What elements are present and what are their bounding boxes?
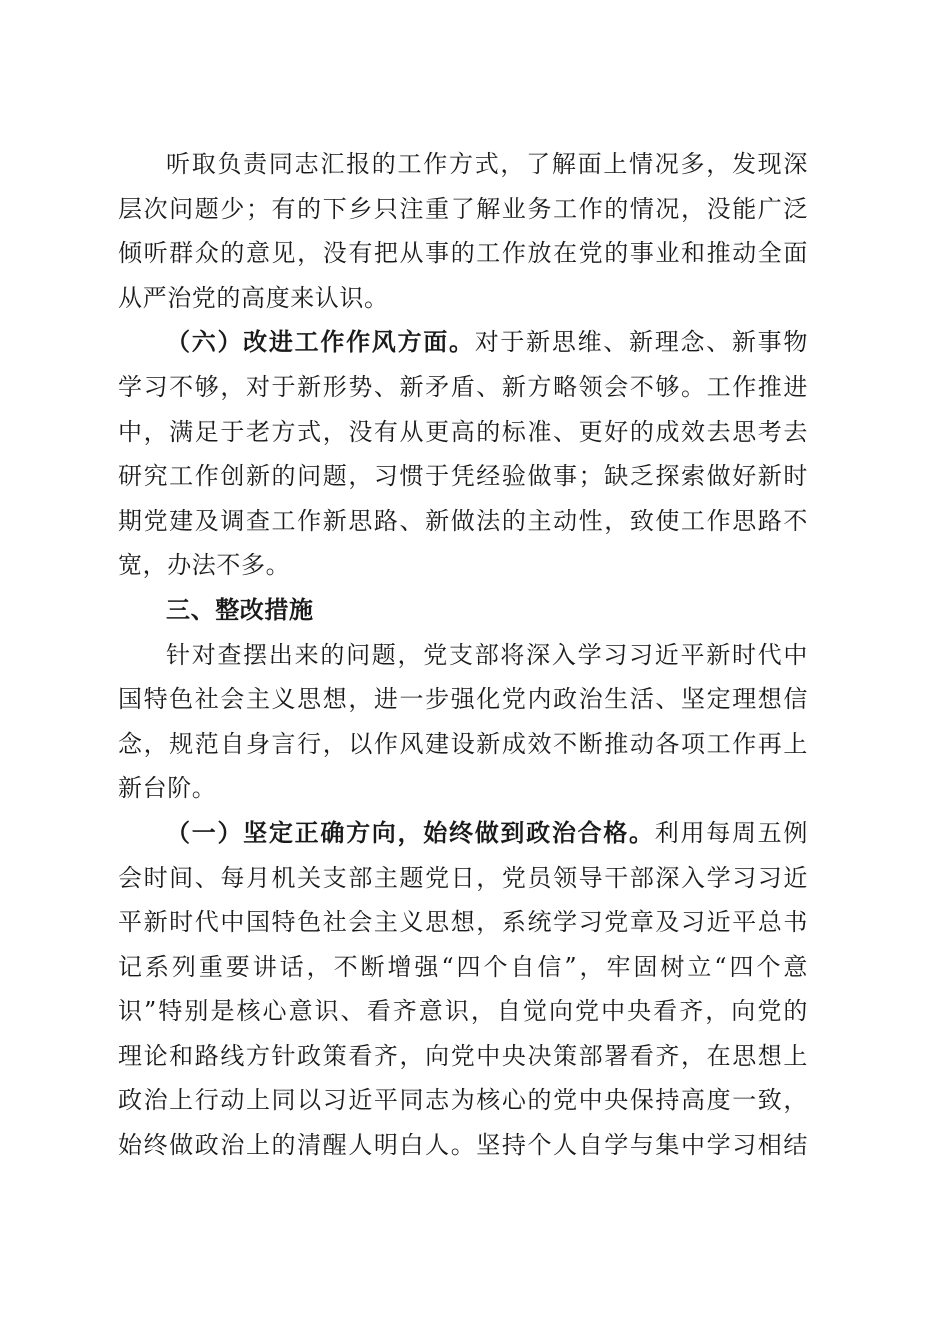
paragraph-political-direction xyxy=(118,811,808,1168)
text-line: 理论和路线方针政策看齐，向党中央决策部署看齐，在思想上 xyxy=(118,1041,808,1070)
text-line: 政治上行动上同以习近平同志为核心的党中央保持高度一致， xyxy=(118,1086,808,1115)
paragraph-work-method xyxy=(118,142,808,320)
section-lead-one: （一）坚定正确方向，始终做到政治合格。 xyxy=(166,817,655,847)
text-line: 中，满足于老方式，没有从更高的标准、更好的成效去思考去 xyxy=(118,417,808,446)
text-line: 宽，办法不多。 xyxy=(118,551,291,580)
text-line: 国特色社会主义思想，进一步强化党内政治生活、坚定理想信 xyxy=(118,685,808,714)
text-line: 从严治党的高度来认识。 xyxy=(118,283,389,312)
text-line xyxy=(118,320,808,365)
text-line: 始终做政治上的清醒人明白人。坚持个人自学与集中学习相结 xyxy=(118,1131,808,1160)
text-line: 学习不够，对于新形势、新矛盾、新方略领会不够。工作推进 xyxy=(118,372,808,401)
section-heading-rectification xyxy=(118,588,808,633)
text-line: 针对查摆出来的问题，党支部将深入学习习近平新时代中 xyxy=(166,640,808,669)
text-run: 利用每周五例 xyxy=(654,818,808,847)
text-line: 记系列重要讲话，不断增强“四个自信”，牢固树立“四个意 xyxy=(118,952,808,981)
text-line: 识”特别是核心意识、看齐意识，自觉向党中央看齐，向党的 xyxy=(118,997,808,1026)
text-line: 念，规范自身言行，以作风建设新成效不断推动各项工作再上 xyxy=(118,729,808,758)
heading-text: 三、整改措施 xyxy=(166,594,314,624)
document-page xyxy=(118,142,808,1168)
text-line: 会时间、每月机关支部主题党日，党员领导干部深入学习习近 xyxy=(118,863,808,892)
text-line xyxy=(118,811,808,856)
text-line: 倾听群众的意见，没有把从事的工作放在党的事业和推动全面 xyxy=(118,239,808,268)
text-line: 研究工作创新的问题，习惯于凭经验做事；缺乏探索做好新时 xyxy=(118,462,808,491)
text-line: 听取负责同志汇报的工作方式，了解面上情况多，发现深 xyxy=(166,150,808,178)
text-line: 层次问题少；有的下乡只注重了解业务工作的情况，没能广泛 xyxy=(118,194,808,223)
text-run: 对于新思维、新理念、新事物 xyxy=(474,328,808,357)
paragraph-work-style xyxy=(118,320,808,588)
section-lead-six: （六）改进工作作风方面。 xyxy=(166,327,475,357)
text-line: 平新时代中国特色社会主义思想，系统学习党章及习近平总书 xyxy=(118,908,808,937)
paragraph-rectification-intro xyxy=(118,633,808,811)
text-line: 期党建及调查工作新思路、新做法的主动性，致使工作思路不 xyxy=(118,506,808,535)
text-line: 新台阶。 xyxy=(118,774,217,803)
